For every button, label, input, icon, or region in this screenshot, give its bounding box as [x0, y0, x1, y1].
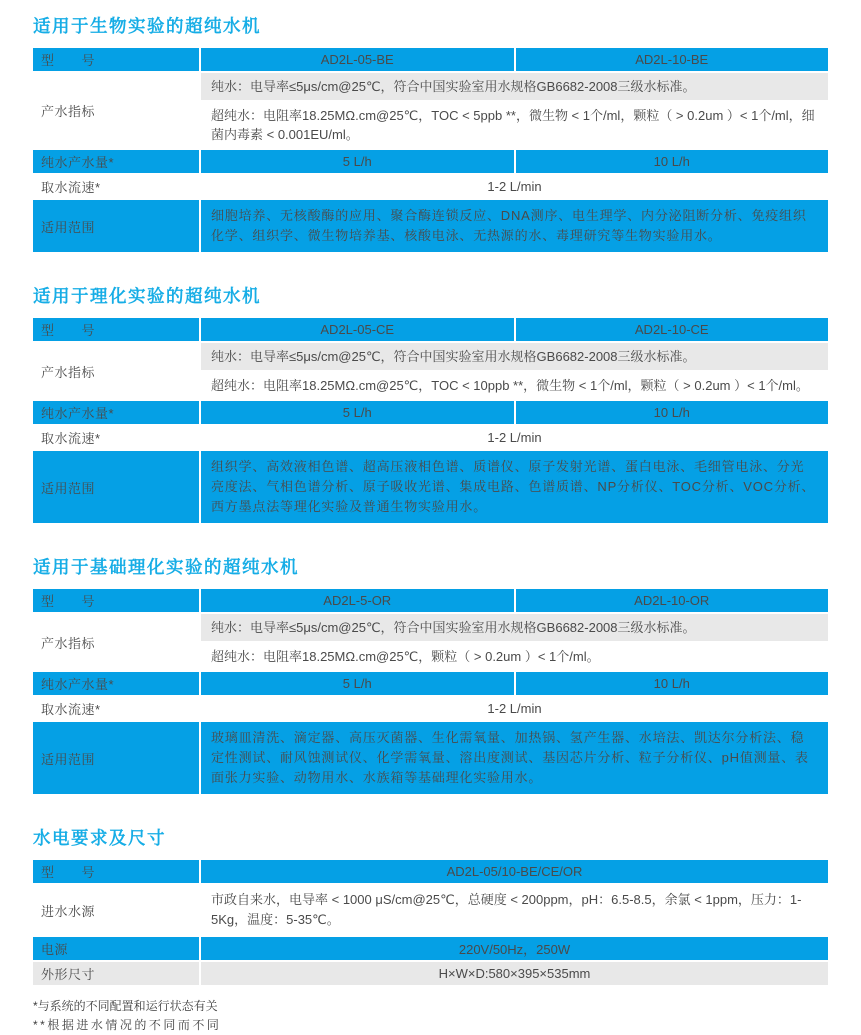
- model-row: [33, 860, 828, 883]
- spec-content: [201, 614, 828, 670]
- footnotes: [33, 997, 828, 1035]
- spec-row: [33, 73, 828, 148]
- output-value-1: 5 L/h: [201, 150, 514, 173]
- spec-row: [33, 614, 828, 670]
- spec-label: 产水指标: [33, 614, 199, 670]
- feed-water-row: [33, 885, 828, 935]
- flow-value: 1-2 L/min: [201, 426, 828, 449]
- spec-table-bio: [33, 48, 828, 252]
- flow-row: [33, 697, 828, 720]
- dimensions-label: 外形尺寸: [33, 962, 199, 985]
- utility-table: [33, 860, 828, 985]
- output-value-2: 10 L/h: [516, 401, 829, 424]
- range-row: [33, 200, 828, 252]
- pure-water-spec: 纯水：电导率≤5μs/cm@25℃，符合中国实验室用水规格GB6682-2008三级水标准。: [201, 343, 828, 370]
- flow-row: [33, 175, 828, 198]
- ultra-pure-spec: 超纯水：电阻率18.25MΩ.cm@25℃，颗粒（ > 0.2um ）< 1个/ml。: [201, 643, 828, 670]
- feed-water-value: 市政自来水，电导率 < 1000 μS/cm@25℃，总硬度 < 200ppm，pH：6.5-8.5，余氯 < 1ppm，压力：1-5Kg，温度：5-35℃。: [201, 885, 828, 935]
- dimensions-value: H×W×D:580×395×535mm: [201, 962, 828, 985]
- output-value-1: 5 L/h: [201, 672, 514, 695]
- spec-label: 产水指标: [33, 73, 199, 148]
- section-utility: [33, 825, 828, 1035]
- model-row: [33, 48, 828, 71]
- power-label: 电源: [33, 937, 199, 960]
- flow-value: 1-2 L/min: [201, 697, 828, 720]
- spec-label: 产水指标: [33, 343, 199, 399]
- output-value-1: 5 L/h: [201, 401, 514, 424]
- section-title-utility: 水电要求及尺寸: [33, 828, 166, 848]
- model-label: 型 号: [33, 48, 199, 71]
- section-title-chem: 适用于理化实验的超纯水机: [33, 286, 261, 306]
- output-value-2: 10 L/h: [516, 672, 829, 695]
- model-value-1: AD2L-05-BE: [201, 48, 514, 71]
- output-row: [33, 672, 828, 695]
- dimensions-row: [33, 962, 828, 985]
- section-title-bio: 适用于生物实验的超纯水机: [33, 16, 261, 36]
- range-row: [33, 722, 828, 794]
- model-value: AD2L-05/10-BE/CE/OR: [201, 860, 828, 883]
- output-row: [33, 401, 828, 424]
- footnote-1: *与系统的不同配置和运行状态有关: [33, 999, 218, 1013]
- model-label: 型 号: [33, 860, 199, 883]
- model-label: 型 号: [33, 318, 199, 341]
- range-label: 适用范围: [33, 722, 199, 794]
- range-value: 组织学、高效液相色谱、超高压液相色谱、质谱仪、原子发射光谱、蛋白电泳、毛细管电泳、分光亮度法、气相色谱分析、原子吸收光谱、集成电路、色谱质谱、NP分析仪、TOC分析、VOC分析、西方墨点法等理化实验及普通生物实验用水。: [201, 451, 828, 523]
- output-row: [33, 150, 828, 173]
- model-value-2: AD2L-10-BE: [516, 48, 829, 71]
- model-value-1: AD2L-5-OR: [201, 589, 514, 612]
- output-label: 纯水产水量*: [33, 150, 199, 173]
- flow-value: 1-2 L/min: [201, 175, 828, 198]
- range-value: 玻璃皿清洗、滴定器、高压灭菌器、生化需氧量、加热锅、氢产生器、水培法、凯达尔分析法、稳定性测试、耐风蚀测试仪、化学需氧量、溶出度测试、基因芯片分析、粒子分析仪、pH值测量、表面张力实验、动物用水、水族箱等基础理化实验用水。: [201, 722, 828, 794]
- range-label: 适用范围: [33, 451, 199, 523]
- flow-row: [33, 426, 828, 449]
- spec-content: [201, 73, 828, 148]
- model-label: 型 号: [33, 589, 199, 612]
- output-label: 纯水产水量*: [33, 672, 199, 695]
- section-chem: [33, 283, 828, 523]
- pure-water-spec: 纯水：电导率≤5μs/cm@25℃，符合中国实验室用水规格GB6682-2008三级水标准。: [201, 614, 828, 641]
- section-title-basic: 适用于基础理化实验的超纯水机: [33, 557, 299, 577]
- model-value-2: AD2L-10-CE: [516, 318, 829, 341]
- power-row: [33, 937, 828, 960]
- spec-row: [33, 343, 828, 399]
- footnote-2: **根据进水情况的不同而不同: [33, 1018, 222, 1032]
- spec-table-basic: [33, 589, 828, 794]
- model-row: [33, 318, 828, 341]
- section-basic: [33, 554, 828, 794]
- model-value-2: AD2L-10-OR: [516, 589, 829, 612]
- pure-water-spec: 纯水：电导率≤5μs/cm@25℃，符合中国实验室用水规格GB6682-2008三级水标准。: [201, 73, 828, 100]
- range-value: 细胞培养、无核酸酶的应用、聚合酶连锁反应、DNA测序、电生理学、内分泌阻断分析、免疫组织化学、组织学、微生物培养基、核酸电泳、无热源的水、毒理研究等生物实验用水。: [201, 200, 828, 252]
- range-label: 适用范围: [33, 200, 199, 252]
- output-value-2: 10 L/h: [516, 150, 829, 173]
- model-value-1: AD2L-05-CE: [201, 318, 514, 341]
- ultra-pure-spec: 超纯水：电阻率18.25MΩ.cm@25℃，TOC < 10ppb **，微生物 < 1个/ml，颗粒（ > 0.2um ）< 1个/ml。: [201, 372, 828, 399]
- flow-label: 取水流速*: [33, 697, 199, 720]
- section-bio: [33, 13, 828, 252]
- spec-content: [201, 343, 828, 399]
- power-value: 220V/50Hz，250W: [201, 937, 828, 960]
- flow-label: 取水流速*: [33, 426, 199, 449]
- flow-label: 取水流速*: [33, 175, 199, 198]
- ultra-pure-spec: 超纯水：电阻率18.25MΩ.cm@25℃，TOC < 5ppb **，微生物 < 1个/ml，颗粒（ > 0.2um ）< 1个/ml，细菌内毒素 < 0.001EU/ml。: [201, 102, 828, 148]
- output-label: 纯水产水量*: [33, 401, 199, 424]
- spec-table-chem: [33, 318, 828, 523]
- model-row: [33, 589, 828, 612]
- feed-water-label: 进水水源: [33, 885, 199, 935]
- range-row: [33, 451, 828, 523]
